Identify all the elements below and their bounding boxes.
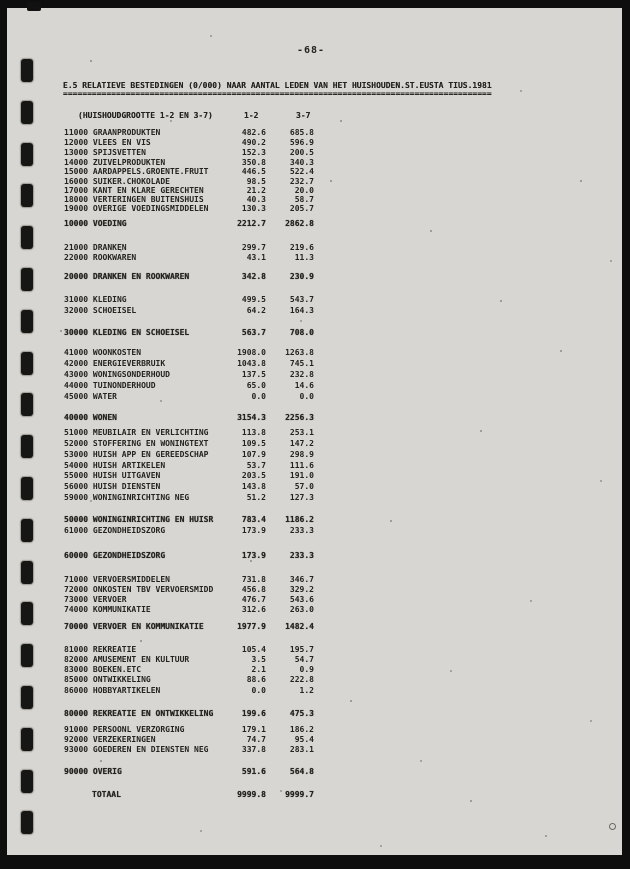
row-value-col1: 9999.8 — [237, 790, 266, 799]
table-row — [0, 392, 630, 402]
row-code-label: 85000 ONTWIKKELING — [64, 675, 151, 684]
row-value-col2: 1263.8 — [285, 348, 314, 357]
table-row — [0, 471, 630, 481]
row-value-col2: 340.3 — [289, 158, 314, 167]
row-code-label: 18000 VERTERINGEN BUITENSHUIS — [64, 195, 204, 204]
report-title: E.5 RELATIEVE BESTEDINGEN (0/000) NAAR AANTAL LEDEN VAN HET HUISHOUDEN.ST.EUSTA TIUS.1981 — [63, 81, 492, 90]
row-code-label: 51000 MEUBILAIR EN VERLICHTING — [64, 428, 209, 437]
row-value-col2: 232.8 — [289, 370, 314, 379]
row-value-col1: 130.3 — [241, 204, 266, 213]
row-value-col2: 205.7 — [289, 204, 314, 213]
row-value-col2: 127.3 — [289, 493, 314, 502]
row-value-col1: 3154.3 — [237, 413, 266, 422]
row-value-col1: 0.0 — [251, 686, 266, 695]
title-underline: ========================================================================================= — [63, 89, 492, 98]
row-code-label: 20000 DRANKEN EN ROOKWAREN — [64, 272, 190, 281]
table-row — [0, 675, 630, 685]
row-value-col1: 152.3 — [241, 148, 266, 157]
row-code-label: 52000 STOFFERING EN WONINGTEXT — [64, 439, 209, 448]
row-value-col1: 2.1 — [251, 665, 266, 674]
table-row — [0, 645, 630, 655]
row-code-label: 70000 VERVOER EN KOMMUNIKATIE — [64, 622, 204, 631]
table-row — [0, 306, 630, 316]
row-value-col1: 2212.7 — [237, 219, 266, 228]
row-value-col2: 20.0 — [294, 186, 314, 195]
row-code-label: 53000 HUISH APP EN GEREEDSCHAP — [64, 450, 209, 459]
row-value-col1: 731.8 — [241, 575, 266, 584]
table-row — [0, 526, 630, 536]
table-row — [0, 219, 630, 229]
row-value-col2: 200.5 — [289, 148, 314, 157]
row-value-col2: 58.7 — [294, 195, 314, 204]
row-code-label: 10000 VOEDING — [64, 219, 127, 228]
row-code-label: 42000 ENERGIEVERBRUIK — [64, 359, 166, 368]
scan-speck — [609, 823, 616, 830]
row-value-col2: 543.7 — [289, 295, 314, 304]
row-value-col1: 342.8 — [241, 272, 266, 281]
table-row — [0, 709, 630, 719]
row-code-label: 59000 WONINGINRICHTING NEG — [64, 493, 190, 502]
table-row — [0, 439, 630, 449]
table-row — [0, 148, 630, 158]
table-row — [0, 745, 630, 755]
row-value-col2: 95.4 — [294, 735, 314, 744]
row-value-col2: 219.6 — [289, 243, 314, 252]
row-value-col1: 1043.8 — [237, 359, 266, 368]
row-code-label: 74000 KOMMUNIKATIE — [64, 605, 151, 614]
table-row — [0, 295, 630, 305]
table-row — [0, 665, 630, 675]
row-code-label: 92000 VERZEKERINGEN — [64, 735, 156, 744]
table-row — [0, 253, 630, 263]
row-value-col1: 74.7 — [246, 735, 266, 744]
table-row — [0, 381, 630, 391]
table-row — [0, 622, 630, 632]
row-value-col2: 111.6 — [289, 461, 314, 470]
row-value-col1: 446.5 — [241, 167, 266, 176]
row-value-col2: 745.1 — [289, 359, 314, 368]
row-value-col1: 107.9 — [241, 450, 266, 459]
row-value-col1: 21.2 — [246, 186, 266, 195]
row-value-col1: 456.8 — [241, 585, 266, 594]
row-value-col1: 476.7 — [241, 595, 266, 604]
table-row — [0, 725, 630, 735]
row-code-label: 71000 VERVOERSMIDDELEN — [64, 575, 170, 584]
table-row — [0, 328, 630, 338]
table-row — [0, 370, 630, 380]
row-value-col1: 0.0 — [251, 392, 266, 401]
row-code-label: 43000 WONINGSONDERHOUD — [64, 370, 170, 379]
table-row — [0, 482, 630, 492]
row-value-col1: 51.2 — [246, 493, 266, 502]
row-value-col2: 283.1 — [289, 745, 314, 754]
row-code-label: 56000 HUISH DIENSTEN — [64, 482, 161, 491]
row-code-label: 82000 AMUSEMENT EN KULTUUR — [64, 655, 190, 664]
row-value-col2: 2862.8 — [285, 219, 314, 228]
row-value-col1: 3.5 — [251, 655, 266, 664]
table-row — [0, 138, 630, 148]
row-value-col2: 164.3 — [289, 306, 314, 315]
row-value-col1: 299.7 — [241, 243, 266, 252]
row-value-col1: 490.2 — [241, 138, 266, 147]
row-value-col1: 179.1 — [241, 725, 266, 734]
table-row — [0, 493, 630, 503]
row-code-label: 19000 OVERIGE VOEDINGSMIDDELEN — [64, 204, 209, 213]
row-value-col1: 783.4 — [241, 515, 266, 524]
row-value-col2: 685.8 — [289, 128, 314, 137]
page-number: -68- — [297, 45, 326, 56]
row-code-label: 22000 ROOKWAREN — [64, 253, 137, 262]
row-value-col1: 173.9 — [241, 551, 266, 560]
binder-hole — [21, 59, 33, 82]
row-value-col1: 109.5 — [241, 439, 266, 448]
row-value-col1: 1908.0 — [237, 348, 266, 357]
table-row — [0, 461, 630, 471]
row-code-label: 60000 GEZONDHEIDSZORG — [64, 551, 166, 560]
scan-edge-bottom — [0, 855, 630, 869]
row-value-col2: 57.0 — [294, 482, 314, 491]
table-row — [0, 204, 630, 214]
table-row — [0, 413, 630, 423]
row-value-col2: 1.2 — [299, 686, 314, 695]
table-row — [0, 128, 630, 138]
row-code-label: 16000 SUIKER.CHOKOLADE — [64, 177, 170, 186]
row-code-label: 15000 AARDAPPELS.GROENTE.FRUIT — [64, 167, 209, 176]
row-value-col2: 54.7 — [294, 655, 314, 664]
row-value-col2: 233.3 — [289, 551, 314, 560]
table-row — [0, 585, 630, 595]
row-value-col2: 543.6 — [289, 595, 314, 604]
row-code-label: 41000 WOONKOSTEN — [64, 348, 142, 357]
row-value-col2: 708.0 — [289, 328, 314, 337]
row-value-col2: 346.7 — [289, 575, 314, 584]
row-value-col2: 11.3 — [294, 253, 314, 262]
row-code-label: 91000 PERSOONL VERZORGING — [64, 725, 185, 734]
row-value-col1: 203.5 — [241, 471, 266, 480]
row-value-col1: 143.8 — [241, 482, 266, 491]
row-code-label: 13000 SPIJSVETTEN — [64, 148, 146, 157]
row-value-col2: 2256.3 — [285, 413, 314, 422]
row-code-label: 12000 VLEES EN VIS — [64, 138, 151, 147]
table-row — [0, 428, 630, 438]
row-value-col2: 0.0 — [299, 392, 314, 401]
row-value-col1: 113.8 — [241, 428, 266, 437]
row-value-col1: 482.6 — [241, 128, 266, 137]
row-value-col1: 1977.9 — [237, 622, 266, 631]
row-code-label: 44000 TUINONDERHOUD — [64, 381, 156, 390]
row-value-col1: 173.9 — [241, 526, 266, 535]
row-code-label: 50000 WONINGINRICHTING EN HUISR — [64, 515, 214, 524]
row-value-col1: 98.5 — [246, 177, 266, 186]
column-header-row — [0, 111, 630, 121]
row-code-label: 54000 HUISH ARTIKELEN — [64, 461, 166, 470]
row-code-label: 81000 REKREATIE — [64, 645, 137, 654]
table-row — [0, 605, 630, 615]
row-code-label: 72000 ONKOSTEN TBV VERVOERSMIDD — [64, 585, 214, 594]
row-value-col2: 1186.2 — [285, 515, 314, 524]
row-code-label: 32000 SCHOEISEL — [64, 306, 137, 315]
row-value-col2: 596.9 — [289, 138, 314, 147]
row-value-col2: 195.7 — [289, 645, 314, 654]
row-value-col1: 88.6 — [246, 675, 266, 684]
row-code-label: 80000 REKREATIE EN ONTWIKKELING — [64, 709, 214, 718]
row-value-col1: 591.6 — [241, 767, 266, 776]
row-code-label: 86000 HOBBYARTIKELEN — [64, 686, 161, 695]
column-header-group: (HUISHOUDGROOTTE 1-2 EN 3-7) — [78, 111, 213, 120]
table-row — [0, 515, 630, 525]
row-value-col1: 105.4 — [241, 645, 266, 654]
row-value-col2: 0.9 — [299, 665, 314, 674]
row-code-label: TOTAAL — [92, 790, 121, 799]
row-value-col2: 263.0 — [289, 605, 314, 614]
table-row — [0, 167, 630, 177]
row-value-col2: 232.7 — [289, 177, 314, 186]
row-code-label: 17000 KANT EN KLARE GERECHTEN — [64, 186, 204, 195]
row-value-col2: 253.1 — [289, 428, 314, 437]
row-code-label: 11000 GRAANPRODUKTEN — [64, 128, 161, 137]
row-value-col2: 147.2 — [289, 439, 314, 448]
row-code-label: 45000 WATER — [64, 392, 117, 401]
row-value-col2: 475.3 — [289, 709, 314, 718]
row-code-label: 93000 GOEDEREN EN DIENSTEN NEG — [64, 745, 209, 754]
table-row — [0, 790, 630, 800]
row-value-col1: 137.5 — [241, 370, 266, 379]
row-value-col1: 337.8 — [241, 745, 266, 754]
row-value-col1: 350.8 — [241, 158, 266, 167]
row-value-col2: 1482.4 — [285, 622, 314, 631]
row-code-label: 83000 BOEKEN.ETC — [64, 665, 142, 674]
row-value-col2: 186.2 — [289, 725, 314, 734]
row-code-label: 55000 HUISH UITGAVEN — [64, 471, 161, 480]
row-code-label: 31000 KLEDING — [64, 295, 127, 304]
row-value-col2: 14.6 — [294, 381, 314, 390]
row-value-col2: 230.9 — [289, 272, 314, 281]
column-header-col1: 1-2 — [244, 111, 259, 120]
row-value-col1: 563.7 — [241, 328, 266, 337]
table-row — [0, 686, 630, 696]
table-row — [0, 655, 630, 665]
row-value-col1: 312.6 — [241, 605, 266, 614]
row-value-col2: 329.2 — [289, 585, 314, 594]
row-value-col1: 499.5 — [241, 295, 266, 304]
row-value-col2: 564.8 — [289, 767, 314, 776]
scan-smudge — [27, 2, 41, 11]
row-value-col2: 522.4 — [289, 167, 314, 176]
row-code-label: 73000 VERVOER — [64, 595, 127, 604]
row-value-col2: 191.0 — [289, 471, 314, 480]
row-code-label: 40000 WONEN — [64, 413, 117, 422]
row-code-label: 90000 OVERIG — [64, 767, 122, 776]
table-row — [0, 595, 630, 605]
row-code-label: 30000 KLEDING EN SCHOEISEL — [64, 328, 190, 337]
table-row — [0, 348, 630, 358]
table-row — [0, 272, 630, 282]
row-value-col1: 43.1 — [246, 253, 266, 262]
column-header-col2: 3-7 — [296, 111, 311, 120]
row-value-col2: 222.8 — [289, 675, 314, 684]
row-value-col1: 40.3 — [246, 195, 266, 204]
row-value-col1: 65.0 — [246, 381, 266, 390]
table-row — [0, 551, 630, 561]
table-row — [0, 359, 630, 369]
row-value-col2: 9999.7 — [285, 790, 314, 799]
scan-edge-top — [0, 0, 630, 8]
row-code-label: 14000 ZUIVELPRODUKTEN — [64, 158, 166, 167]
table-row — [0, 243, 630, 253]
row-code-label: 61000 GEZONDHEIDSZORG — [64, 526, 166, 535]
table-row — [0, 450, 630, 460]
table-row — [0, 735, 630, 745]
table-row — [0, 767, 630, 777]
row-code-label: 21000 DRANKEN — [64, 243, 127, 252]
row-value-col1: 53.7 — [246, 461, 266, 470]
binder-hole — [21, 811, 33, 834]
row-value-col1: 199.6 — [241, 709, 266, 718]
table-row — [0, 575, 630, 585]
row-value-col1: 64.2 — [246, 306, 266, 315]
row-value-col2: 233.3 — [289, 526, 314, 535]
row-value-col2: 298.9 — [289, 450, 314, 459]
